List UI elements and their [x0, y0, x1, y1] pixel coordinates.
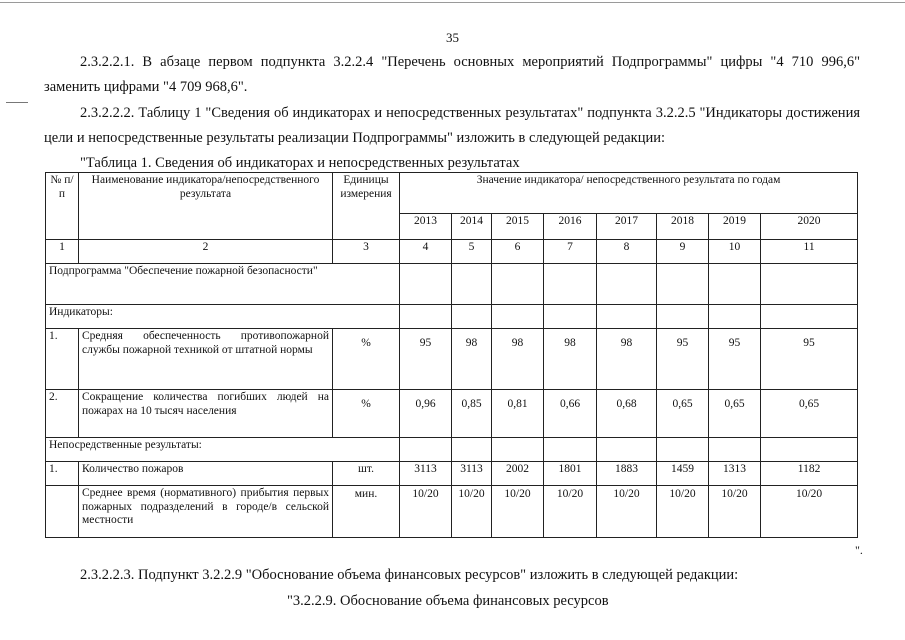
- column-number: 3: [333, 240, 400, 264]
- year-cell: 2018: [657, 214, 709, 240]
- column-numbers-row: [46, 240, 858, 264]
- row-value: 10/20: [761, 486, 858, 538]
- row-name: Количество пожаров: [79, 462, 333, 486]
- column-number: 11: [761, 240, 858, 264]
- row-value: 95: [400, 329, 452, 390]
- row-number: 1.: [46, 462, 79, 486]
- row-value: 98: [597, 329, 657, 390]
- row-value: 3113: [400, 462, 452, 486]
- row-value: 0,81: [492, 390, 544, 438]
- column-number: 4: [400, 240, 452, 264]
- row-value: 1182: [761, 462, 858, 486]
- row-value: 10/20: [657, 486, 709, 538]
- column-number: 6: [492, 240, 544, 264]
- row-value: 1459: [657, 462, 709, 486]
- closing-quote: ".: [855, 543, 863, 557]
- row-value: 10/20: [452, 486, 492, 538]
- table-caption: "Таблица 1. Сведения об индикаторах и непосредственных результатах: [80, 155, 520, 171]
- row-unit: %: [333, 329, 400, 390]
- page-number: 35: [446, 30, 459, 45]
- row-value: 0,65: [761, 390, 858, 438]
- table-row: [46, 462, 858, 486]
- header-values-by-year: Значение индикатора/ непосредственного результата по годам: [400, 173, 858, 214]
- column-number: 10: [709, 240, 761, 264]
- row-value: 10/20: [597, 486, 657, 538]
- row-value: 95: [761, 329, 858, 390]
- row-value: 3113: [452, 462, 492, 486]
- row-value: 0,65: [709, 390, 761, 438]
- paragraph-2-3-2-2-1: 2.3.2.2.1. В абзаце первом подпункта 3.2.2.4 "Перечень основных мероприятий Подпрограммы" цифры "4 710 996,6" заменить цифрами "4 709 968,6".: [44, 54, 860, 95]
- row-number: 2.: [46, 390, 79, 438]
- indicators-label-row: [46, 305, 858, 329]
- column-number: 2: [79, 240, 333, 264]
- row-value: 2002: [492, 462, 544, 486]
- row-value: 98: [452, 329, 492, 390]
- subprogram-row: [46, 264, 858, 305]
- column-number: 1: [46, 240, 79, 264]
- row-value: 0,65: [657, 390, 709, 438]
- results-label-row: [46, 438, 858, 462]
- year-cell: 2019: [709, 214, 761, 240]
- column-number: 7: [544, 240, 597, 264]
- row-value: 10/20: [544, 486, 597, 538]
- row-name: Средняя обеспеченность противопожарной службы пожарной техникой от штатной нормы: [79, 329, 333, 390]
- indicators-table: [45, 172, 858, 538]
- column-number: 8: [597, 240, 657, 264]
- table-row: [46, 390, 858, 438]
- margin-mark: [6, 102, 28, 103]
- row-value: 10/20: [400, 486, 452, 538]
- section-heading-3-2-2-9: "3.2.2.9. Обоснование объема финансовых ресурсов: [287, 593, 609, 609]
- indicators-label: Индикаторы:: [46, 305, 400, 329]
- paragraph-2-3-2-2-3: 2.3.2.2.3. Подпункт 3.2.2.9 "Обоснование объема финансовых ресурсов" изложить в следующей редакции:: [80, 567, 739, 583]
- row-value: 0,68: [597, 390, 657, 438]
- year-cell: 2020: [761, 214, 858, 240]
- header-number: № п/п: [46, 173, 79, 240]
- row-value: 0,85: [452, 390, 492, 438]
- paragraph-2-3-2-2-2: 2.3.2.2.2. Таблицу 1 "Сведения об индикаторах и непосредственных результатах" подпункта 3.2.2.5 "Индикаторы достижения цели и непосредственные результаты реализации Подпрограммы" изложить в следующей редакции:: [44, 105, 860, 146]
- row-value: 95: [657, 329, 709, 390]
- row-name: Сокращение количества погибших людей на пожарах на 10 тысяч населения: [79, 390, 333, 438]
- row-value: 10/20: [709, 486, 761, 538]
- row-value: 0,96: [400, 390, 452, 438]
- results-label: Непосредственные результаты:: [46, 438, 400, 462]
- column-number: 5: [452, 240, 492, 264]
- row-unit: шт.: [333, 462, 400, 486]
- year-cell: 2015: [492, 214, 544, 240]
- row-value: 1313: [709, 462, 761, 486]
- row-value: 1801: [544, 462, 597, 486]
- subprogram-title: Подпрограмма "Обеспечение пожарной безопасности": [46, 264, 400, 305]
- year-cell: 2014: [452, 214, 492, 240]
- header-name: Наименование индикатора/непосредственного результата: [79, 173, 333, 240]
- header-units: Единицы измерения: [333, 173, 400, 240]
- row-value: 0,66: [544, 390, 597, 438]
- column-number: 9: [657, 240, 709, 264]
- year-cell: 2013: [400, 214, 452, 240]
- row-number: [46, 486, 79, 538]
- row-unit: %: [333, 390, 400, 438]
- row-value: 1883: [597, 462, 657, 486]
- row-value: 98: [492, 329, 544, 390]
- row-value: 95: [709, 329, 761, 390]
- year-cell: 2017: [597, 214, 657, 240]
- row-value: 10/20: [492, 486, 544, 538]
- year-cell: 2016: [544, 214, 597, 240]
- table-row: [46, 486, 858, 538]
- table-header-row: [46, 173, 858, 214]
- row-name: Среднее время (нормативного) прибытия первых пожарных подразделений в городе/в сельской местности: [79, 486, 333, 538]
- table-row: [46, 329, 858, 390]
- row-number: 1.: [46, 329, 79, 390]
- page-top-edge-line: [0, 2, 905, 3]
- row-unit: мин.: [333, 486, 400, 538]
- row-value: 98: [544, 329, 597, 390]
